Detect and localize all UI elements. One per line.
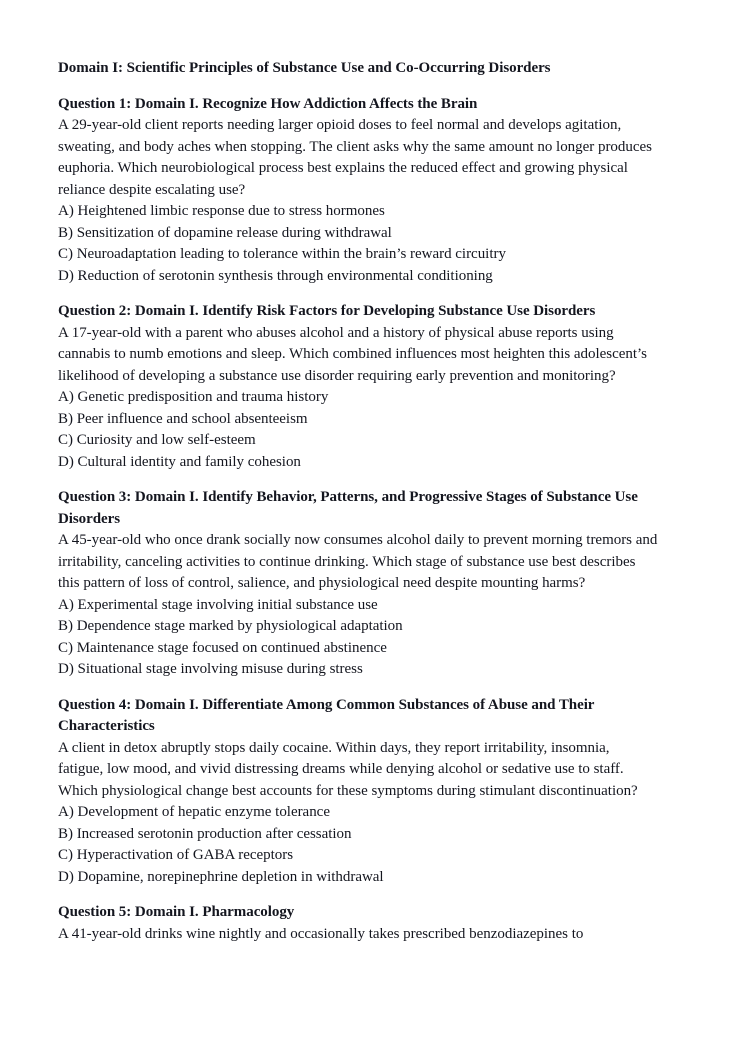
question-stem: A 17-year-old with a parent who abuses alcohol and a history of physical abuse reports using cannabis to numb emotions and sleep. Which combined influences most heighten this adolescent’s likelihood of developing a substance use disorder requiring early prevention and monitoring? — [58, 324, 647, 384]
answer-option-b[interactable]: B) Peer influence and school absenteeism — [58, 410, 308, 427]
question-heading: Question 3: Domain I. Identify Behavior, Patterns, and Progressive Stages of Substance Use Disorders — [58, 489, 638, 527]
answer-options — [58, 802, 658, 888]
question-block — [58, 902, 658, 945]
question-block — [58, 695, 658, 889]
question-stem: A 45-year-old who once drank socially now consumes alcohol daily to prevent morning tremors and irritability, canceling activities to continue drinking. Which stage of substance use best describes this pattern of loss of control, salience, and physiological need despite mounting harms? — [58, 532, 658, 591]
answer-option-d[interactable]: D) Cultural identity and family cohesion — [58, 453, 301, 470]
answer-option-d[interactable]: D) Dopamine, norepinephrine depletion in withdrawal — [58, 868, 384, 885]
question-heading: Question 5: Domain I. Pharmacology — [58, 904, 295, 920]
answer-option-c[interactable]: C) Maintenance stage focused on continued abstinence — [58, 639, 387, 656]
answer-option-c[interactable]: C) Curiosity and low self-esteem — [58, 432, 256, 448]
answer-option-a[interactable]: A) Development of hepatic enzyme tolerance — [58, 804, 330, 820]
question-block — [58, 94, 658, 288]
question-block — [58, 301, 658, 473]
answer-options — [58, 387, 658, 473]
answer-option-a[interactable]: A) Experimental stage involving initial substance use — [58, 596, 378, 613]
question-stem: A client in detox abruptly stops daily cocaine. Within days, they report irritability, insomnia, fatigue, low mood, and vivid distressing dreams while denying alcohol or sedative use to staff. Which physiological change best accounts for these symptoms during stimulant discontinuation? — [58, 739, 638, 799]
domain-heading: Domain I: Scientific Principles of Substance Use and Co-Occurring Disorders — [58, 60, 551, 76]
answer-option-d[interactable]: D) Reduction of serotonin synthesis through environmental conditioning — [58, 267, 493, 284]
answer-option-a[interactable]: A) Genetic predisposition and trauma history — [58, 389, 329, 405]
question-stem: A 41-year-old drinks wine nightly and occasionally takes prescribed benzodiazepines to — [58, 925, 584, 942]
question-stem: A 29-year-old client reports needing larger opioid doses to feel normal and develops agitation, sweating, and body aches when stopping. The client asks why the same amount no longer produces euphoria. Which neurobiological process best explains the reduced effect and growing physical reliance despite escalating use? — [58, 117, 652, 198]
answer-option-b[interactable]: B) Sensitization of dopamine release during withdrawal — [58, 224, 392, 241]
answer-options — [58, 201, 658, 287]
answer-option-c[interactable]: C) Hyperactivation of GABA receptors — [58, 847, 294, 863]
question-heading: Question 2: Domain I. Identify Risk Factors for Developing Substance Use Disorders — [58, 303, 596, 319]
question-heading: Question 4: Domain I. Differentiate Among Common Substances of Abuse and Their Characteristics — [58, 696, 595, 734]
answer-options — [58, 595, 658, 681]
question-block — [58, 487, 658, 681]
answer-option-a[interactable]: A) Heightened limbic response due to stress hormones — [58, 203, 385, 219]
answer-option-b[interactable]: B) Dependence stage marked by physiological adaptation — [58, 618, 403, 634]
question-heading: Question 1: Domain I. Recognize How Addiction Affects the Brain — [58, 95, 478, 112]
answer-option-b[interactable]: B) Increased serotonin production after cessation — [58, 825, 352, 842]
answer-option-c[interactable]: C) Neuroadaptation leading to tolerance within the brain’s reward circuitry — [58, 246, 506, 262]
answer-option-d[interactable]: D) Situational stage involving misuse during stress — [58, 661, 363, 677]
